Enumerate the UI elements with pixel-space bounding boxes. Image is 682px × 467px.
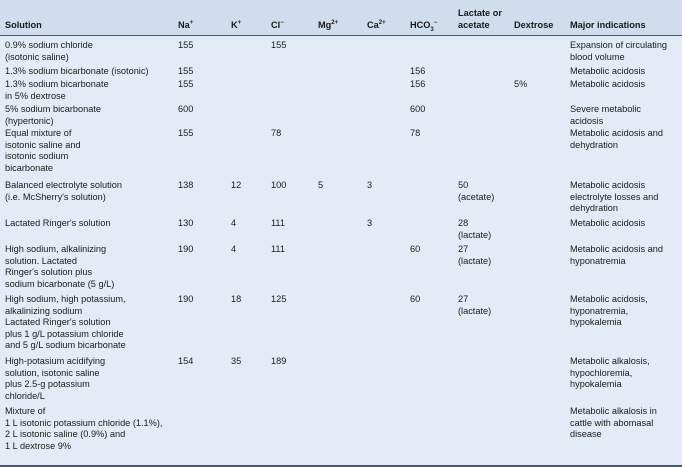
cell-na: 138 <box>178 180 194 190</box>
cell-indications: Metabolic alkalosis, hypochloremia, hypokalemia <box>570 356 650 389</box>
cell-hco3: 60 <box>410 294 421 304</box>
header-hco3: $HCO_3^-$ <box>410 19 438 33</box>
row-solution: Balanced electrolyte solution (i.e. McSherry's solution) <box>5 180 122 202</box>
cell-indications: Metabolic acidosis electrolyte losses and dehydration <box>570 180 659 213</box>
cell-lactate-acetate: 50 (acetate) <box>458 180 495 202</box>
cell-indications: Metabolic acidosis and dehydration <box>570 128 663 150</box>
row-solution: High-potasium acidifying solution, isotonic saline plus 2.5-g potassium chloride/L <box>5 356 106 401</box>
cell-cl: 78 <box>271 128 282 138</box>
cell-cl: 155 <box>271 40 287 50</box>
header-lactate-acetate: Lactate or acetate <box>458 8 502 30</box>
cell-indications: Expansion of circulating blood volume <box>570 40 668 62</box>
cell-cl: 100 <box>271 180 287 190</box>
cell-na: 154 <box>178 356 194 366</box>
cell-indications: Metabolic acidosis and hyponatremia <box>570 244 663 266</box>
row-solution: High sodium, high potassium, alkalinizing sodium Lactated Ringer's solution plus 1 g/L potassium chloride and 5 g/L sodium bicarbonate <box>5 294 126 350</box>
cell-mg: 5 <box>318 180 324 190</box>
row-solution: 1.3% sodium bicarbonate (isotonic) <box>5 66 149 76</box>
header-ca: $Ca^{2+}$ <box>367 19 386 30</box>
cell-lactate-acetate: 27 (lactate) <box>458 294 492 316</box>
cell-k: 4 <box>231 218 237 228</box>
cell-indications: Severe metabolic acidosis <box>570 104 641 126</box>
cell-na: 155 <box>178 128 194 138</box>
header-k: K+ <box>231 19 242 30</box>
table-header <box>0 0 682 36</box>
cell-cl: 111 <box>271 244 285 254</box>
cell-k: 4 <box>231 244 237 254</box>
row-solution: Mixture of 1 L isotonic potassium chloride (1.1%), 2 L isotonic saline (0.9%) and 1 L dextrose 9% <box>5 406 163 451</box>
cell-indications: Metabolic alkalosis in cattle with abomasal disease <box>570 406 657 439</box>
cell-cl: 189 <box>271 356 287 366</box>
cell-hco3: 60 <box>410 244 421 254</box>
cell-na: 155 <box>178 66 194 76</box>
cell-hco3: 78 <box>410 128 421 138</box>
header-cl: Cl− <box>271 19 284 30</box>
cell-indications: Metabolic acidosis <box>570 66 646 76</box>
cell-na: 155 <box>178 40 194 50</box>
row-solution: Lactated Ringer's solution <box>5 218 111 228</box>
cell-na: 130 <box>178 218 194 228</box>
cell-indications: Metabolic acidosis, hyponatremia, hypokalemia <box>570 294 648 327</box>
cell-cl: 111 <box>271 218 285 228</box>
cell-na: 190 <box>178 244 194 254</box>
header-mg: $Mg^{2+}$ <box>318 19 339 30</box>
header-solution: Solution <box>5 20 42 30</box>
header-dextrose: Dextrose <box>514 20 554 30</box>
row-solution: 5% sodium bicarbonate (hypertonic) <box>5 104 102 126</box>
cell-ca: 3 <box>367 218 373 228</box>
cell-indications: Metabolic acidosis <box>570 79 646 89</box>
cell-k: 35 <box>231 356 242 366</box>
cell-na: 155 <box>178 79 194 89</box>
cell-k: 12 <box>231 180 242 190</box>
cell-ca: 3 <box>367 180 373 190</box>
cell-hco3: 156 <box>410 79 426 89</box>
table-bottom-rule <box>0 465 682 467</box>
cell-hco3: 156 <box>410 66 426 76</box>
header-major-indications: Major indications <box>570 20 646 30</box>
cell-hco3: 600 <box>410 104 426 114</box>
cell-dextrose: 5% <box>514 79 528 89</box>
cell-cl: 125 <box>271 294 287 304</box>
row-solution: 0.9% sodium chloride (isotonic saline) <box>5 40 93 62</box>
row-solution: High sodium, alkalinizing solution. Lactated Ringer's solution plus sodium bicarbonate (5 g/L) <box>5 244 115 289</box>
cell-na: 190 <box>178 294 194 304</box>
row-solution: Equal mixture of isotonic saline and isotonic sodium bicarbonate <box>5 128 81 173</box>
row-solution: 1.3% sodium bicarbonate in 5% dextrose <box>5 79 109 101</box>
header-na: Na+ <box>178 19 194 30</box>
cell-lactate-acetate: 27 (lactate) <box>458 244 492 266</box>
cell-indications: Metabolic acidosis <box>570 218 646 228</box>
cell-na: 600 <box>178 104 194 114</box>
cell-lactate-acetate: 28 (lactate) <box>458 218 492 240</box>
cell-k: 18 <box>231 294 242 304</box>
